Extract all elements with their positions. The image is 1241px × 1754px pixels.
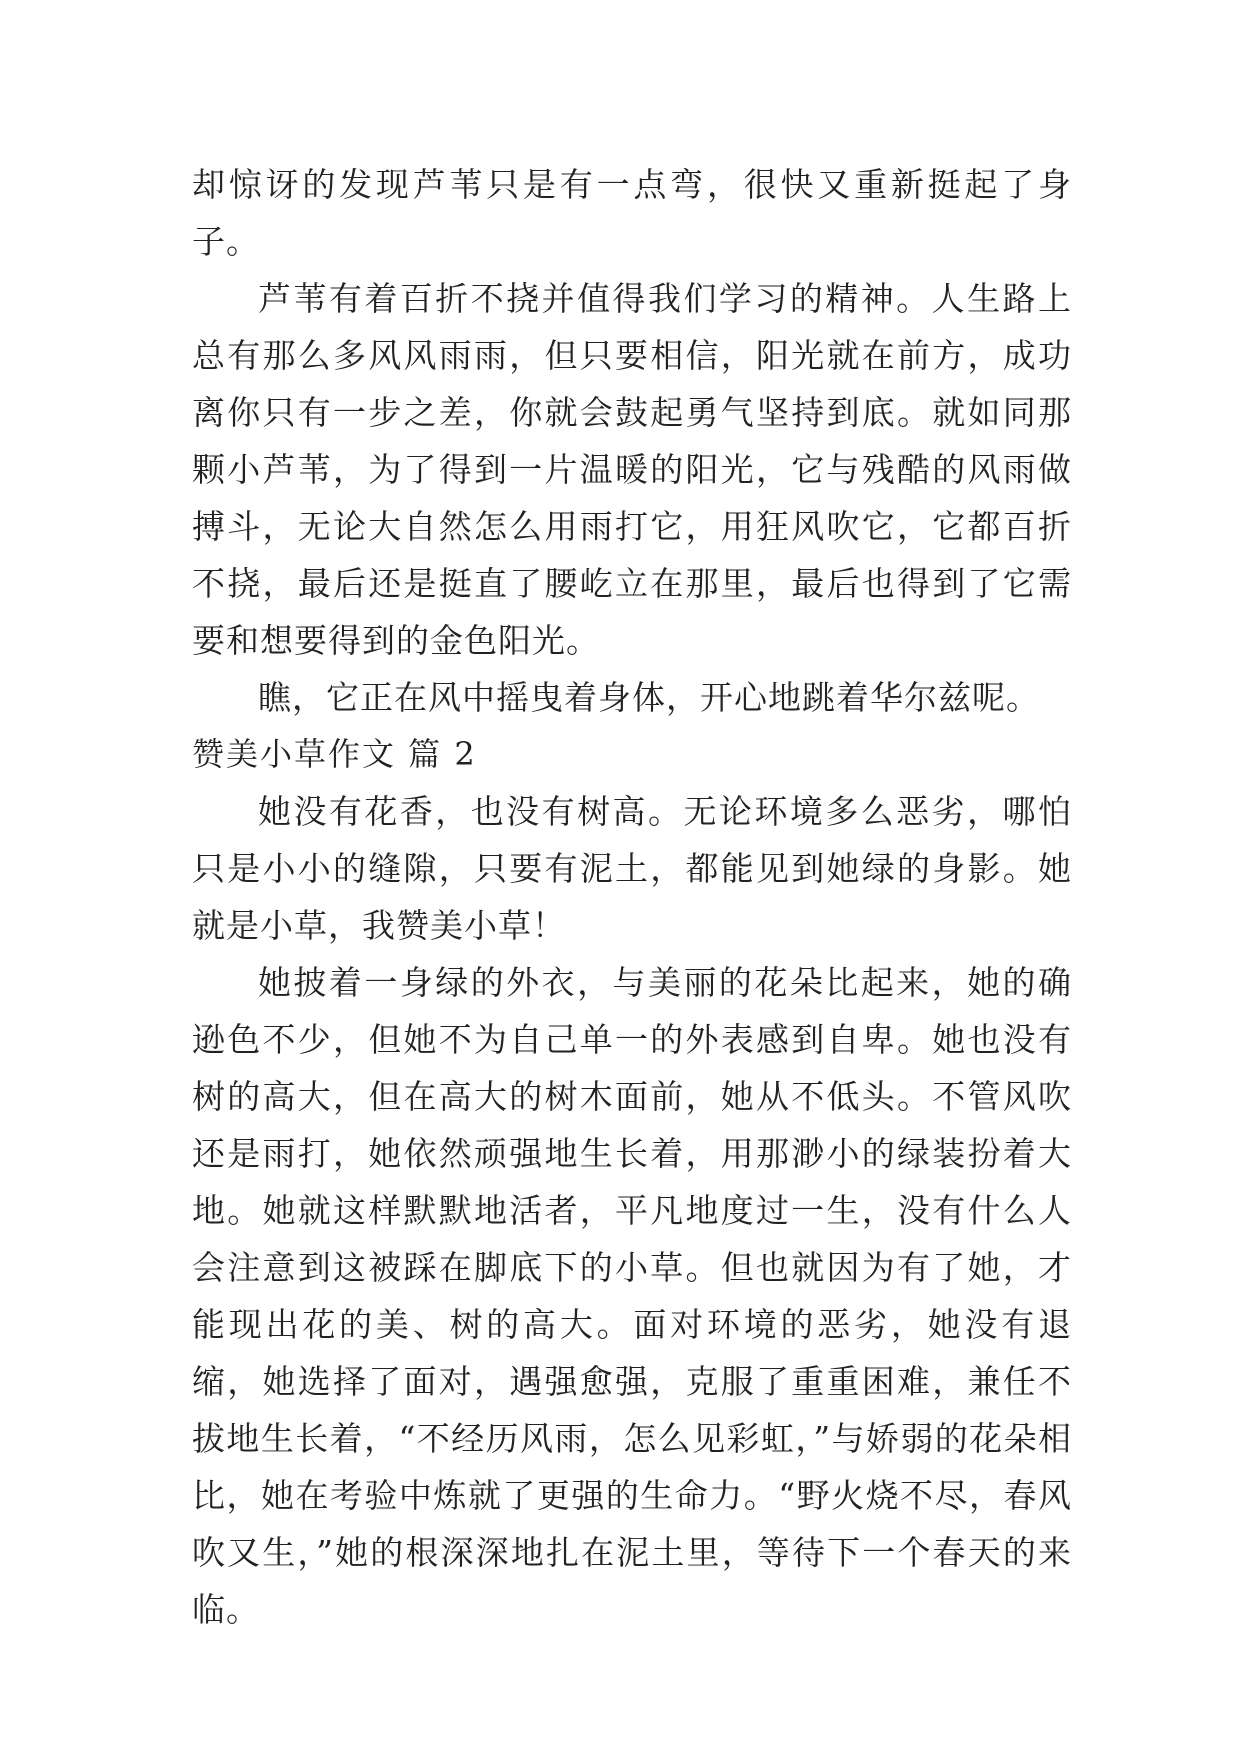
paragraph-grass-praise: 她披着一身绿的外衣，与美丽的花朵比起来，她的确逊色不少，但她不为自己单一的外表感到自卑。她也没有树的高大，但在高大的树木面前，她从不低头。不管风吹还是雨打，她依然顽强地生长着，用那渺小的绿装扮着大地。她就这样默默地活者，平凡地度过一生，没有什么人会注意到这被踩在脚底下的小草。但也就因为有了她，才能现出花的美、树的高大。面对环境的恶劣，她没有退缩，她选择了面对，遇强愈强，克服了重重困难，兼任不拔地生长着，“不经历风雨，怎么见彩虹，”与娇弱的花朵相比，她在考验中炼就了更强的生命力。“野火烧不尽，春风吹又生，”她的根深深地扎在泥土里，等待下一个春天的来临。 xyxy=(192,963,1072,1629)
section-heading: 赞美小草作文 篇 2 xyxy=(192,735,477,773)
paragraph-reed-spirit: 芦苇有着百折不挠并值得我们学习的精神。人生路上总有那么多风风雨雨，但只要相信，阳光就在前方，成功离你只有一步之差，你就会鼓起勇气坚持到底。就如同那颗小芦苇，为了得到一片温暖的阳光，它与残酷的风雨做搏斗，无论大自然怎么用雨打它，用狂风吹它，它都百折不挠，最后还是挺直了腰屹立在那里，最后也得到了它需要和想要得到的金色阳光。 xyxy=(192,279,1072,660)
paragraph-continuation: 却惊讶的发现芦苇只是有一点弯，很快又重新挺起了身子。 xyxy=(192,165,1072,261)
document-body xyxy=(192,156,1072,1638)
paragraph-grass-intro: 她没有花香，也没有树高。无论环境多么恶劣，哪怕只是小小的缝隙，只要有泥土，都能见到她绿的身影。她就是小草，我赞美小草！ xyxy=(192,792,1072,945)
paragraph-reed-dance: 瞧，它正在风中摇曳着身体，开心地跳着华尔兹呢。 xyxy=(258,678,1040,717)
